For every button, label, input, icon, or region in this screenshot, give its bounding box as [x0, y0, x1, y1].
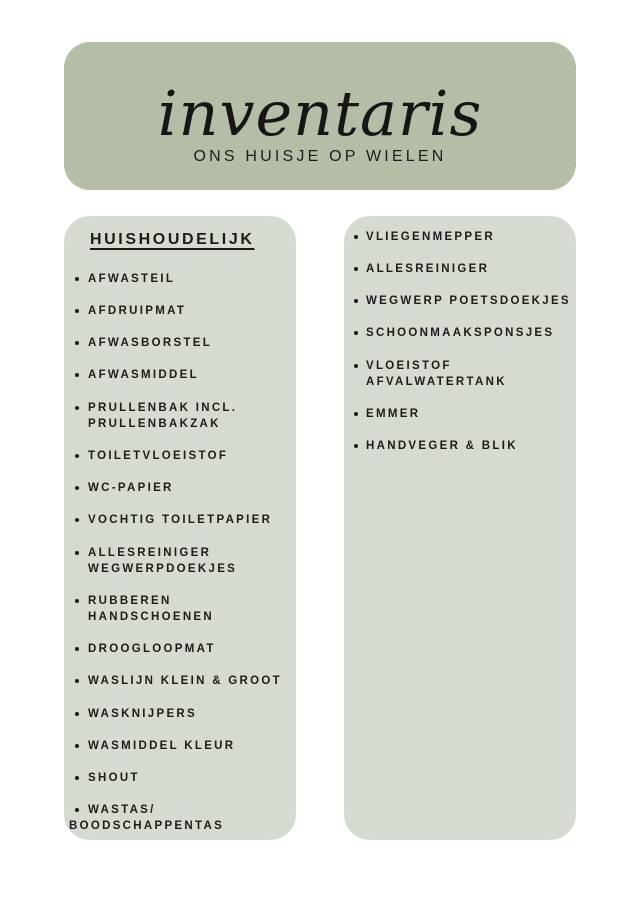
checklist-item-label: HANDVEGER & BLIK: [366, 440, 518, 452]
checklist-item-label: SCHOONMAAKSPONSJES: [366, 327, 555, 339]
checklist-item-label: AFWASMIDDEL: [88, 369, 199, 381]
checklist-item-label: RUBBEREN HANDSCHOENEN: [88, 595, 214, 623]
checklist-item-label: WASMIDDEL KLEUR: [88, 740, 236, 752]
bullet-icon: [75, 373, 79, 377]
checklist-item-label: ALLESREINIGER WEGWERPDOEKJES: [88, 547, 238, 575]
checklist-item-label: VLOEISTOF AFVALWATERTANK: [366, 360, 507, 388]
bullet-icon: [75, 551, 79, 555]
checklist-item-label: AFWASTEIL: [88, 273, 176, 285]
bullet-icon: [75, 341, 79, 345]
bullet-icon: [75, 406, 79, 410]
checklist-item-label: WASKNIJPERS: [88, 708, 198, 720]
bullet-icon: [354, 299, 358, 303]
bullet-icon: [75, 518, 79, 522]
bullet-icon: [354, 412, 358, 416]
header-banner: [64, 42, 576, 190]
bullet-icon: [75, 679, 79, 683]
checklist-item-label: AFWASBORSTEL: [88, 337, 213, 349]
checklist-item-label: VOCHTIG TOILETPAPIER: [88, 514, 273, 526]
checklist-item-label: WEGWERP POETSDOEKJES: [366, 295, 571, 307]
checklist-item-label: DROOGLOOPMAT: [88, 643, 216, 655]
checklist-item-label: VLIEGENMEPPER: [366, 231, 495, 243]
bullet-icon: [354, 267, 358, 271]
checklist-item-label: WASTAS/: [88, 804, 156, 816]
bullet-icon: [75, 599, 79, 603]
checklist-item-label: ALLESREINIGER: [366, 263, 490, 275]
bullet-icon: [75, 647, 79, 651]
bullet-icon: [75, 776, 79, 780]
checklist-item-label: TOILETVLOEISTOF: [88, 450, 229, 462]
checklist-item-label-continued: BOODSCHAPPENTAS: [69, 820, 225, 832]
bullet-icon: [75, 454, 79, 458]
section-heading-huishoudelijk: HUISHOUDELIJK: [90, 231, 255, 248]
bullet-icon: [354, 364, 358, 368]
bullet-icon: [354, 331, 358, 335]
page-subtitle: ONS HUISJE OP WIELEN: [193, 148, 447, 165]
right-panel: [344, 216, 576, 840]
bullet-icon: [75, 808, 79, 812]
bullet-icon: [354, 444, 358, 448]
bullet-icon: [75, 309, 79, 313]
checklist-item-label: SHOUT: [88, 772, 140, 784]
checklist-item-label: EMMER: [366, 408, 421, 420]
page-title: inventaris: [157, 77, 483, 150]
checklist-item-label: WC-PAPIER: [88, 482, 174, 494]
checklist-item-label: AFDRUIPMAT: [88, 305, 187, 317]
checklist-item-label: WASLIJN KLEIN & GROOT: [88, 675, 282, 687]
bullet-icon: [75, 277, 79, 281]
bullet-icon: [354, 235, 358, 239]
checklist-item-label: PRULLENBAK INCL. PRULLENBAKZAK: [88, 402, 238, 430]
bullet-icon: [75, 486, 79, 490]
bullet-icon: [75, 744, 79, 748]
bullet-icon: [75, 712, 79, 716]
